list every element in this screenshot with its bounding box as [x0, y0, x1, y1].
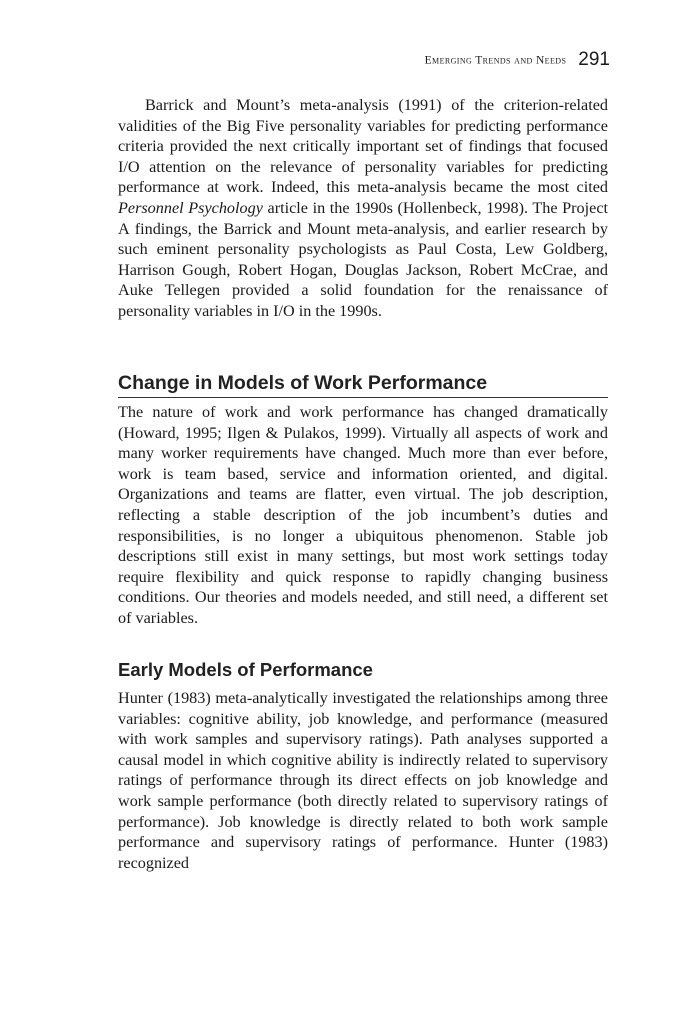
section-early-models — [118, 658, 608, 682]
intro-paragraph — [118, 95, 608, 322]
section-change-paragraph: The nature of work and work performance has changed dramatically (Howard, 1995; Ilgen & Pulakos, 1999). Virtually all aspects of work and many worker requirements have changed. Much more than ever before, work is team based, service and information oriented, and digital. Organizations and teams are flatter, even virtual. The job description, reflecting a stable description of the job incumbent’s duties and responsibilities, is no longer a ubiquitous phenomenon. Stable job descriptions still exist in many settings, but most work settings today require flexibility and quick response to rapidly changing business conditions. Our theories and models needed, and still need, a different set of variables. — [118, 403, 608, 627]
intro-text-part-2: article in the 1990s (Hollenbeck, 1998). The Project A findings, the Barrick and Mount meta-analysis, and earlier research by such eminent personality psychologists as Paul Costa, Lew Goldberg, Harrison Gough, Robert Hogan, Douglas Jackson, Robert McCrae, and Auke Tellegen provided a solid foundation for the renaissance of personality variables in I/O in the 1990s. — [118, 198, 609, 320]
journal-title: Personnel Psychology — [118, 198, 263, 217]
page-number: 291 — [578, 49, 610, 71]
section-early-paragraph: Hunter (1983) meta-analytically investigated the relationships among three variables: cognitive ability, job knowledge, and performance (measured with work samples and supervisory ratings). Path analyses supported a causal model in which cognitive ability is indirectly related to supervisory ratings of performance through its direct effects on job knowledge and work sample performance (both directly related to supervisory ratings of performance). Job knowledge is directly related to both work sample performance and supervisory ratings of performance. Hunter (1983) recognized — [118, 689, 608, 872]
section-heading-early: Early Models of Performance — [118, 659, 373, 680]
running-head — [118, 48, 610, 72]
section-change-models — [118, 371, 608, 398]
section-early-body — [118, 688, 608, 873]
section-heading-change: Change in Models of Work Performance — [118, 371, 608, 398]
intro-text-part-1: Barrick and Mount’s meta-analysis (1991) of the criterion-related validities of the Big Five personality variables for predicting performance criteria provided the next critically important set of findings that focused I/O attention on the relevance of personality variables for predicting performance at work. Indeed, this meta-analysis became the most cited — [118, 96, 608, 197]
section-change-body — [118, 402, 608, 629]
running-head-title: Emerging Trends and Needs — [424, 54, 567, 67]
intro-section — [118, 95, 608, 322]
